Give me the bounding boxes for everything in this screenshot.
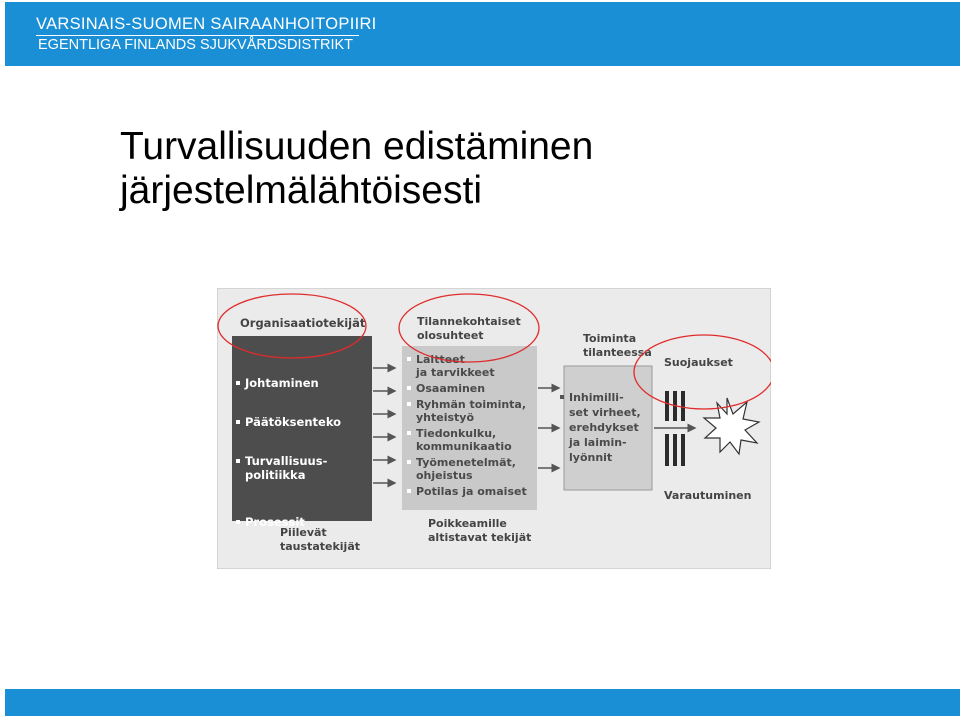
situation-heading: Tilannekohtaiset olosuhteet xyxy=(417,315,521,342)
list-item: Johtaminen xyxy=(245,376,319,390)
slide-title-line-1: Turvallisuuden edistäminen xyxy=(120,125,594,168)
bullet-icon xyxy=(560,395,564,399)
bullet-icon xyxy=(236,381,240,385)
list-item: Turvallisuus-politiikka xyxy=(245,454,328,482)
list-item: Inhimilli-set virheet, erehdykset ja laimin-lyönnit xyxy=(569,391,641,464)
bullet-icon xyxy=(236,520,240,524)
list-item: Potilas ja omaiset xyxy=(416,485,527,498)
list-item: Tiedonkulku, kommunikaatio xyxy=(416,427,512,453)
action-heading: Toiminta tilanteessa xyxy=(583,332,652,359)
bullet-icon xyxy=(407,357,411,361)
org-caption: Piilevät taustatekijät xyxy=(280,526,360,553)
list-item: Ryhmän toiminta, yhteistyö xyxy=(416,398,527,424)
list-item: Työmenetelmät, ohjeistus xyxy=(416,456,516,482)
bullet-icon xyxy=(236,420,240,424)
bullet-icon xyxy=(407,386,411,390)
slide-title xyxy=(120,125,593,213)
defense-caption: Varautuminen xyxy=(664,489,752,502)
bullet-icon xyxy=(407,402,411,406)
bullet-icon xyxy=(236,459,240,463)
list-item: Laitteet ja tarvikkeet xyxy=(416,353,495,379)
header-band xyxy=(5,2,960,66)
list-item: Prosessit xyxy=(245,515,305,529)
header-divider xyxy=(36,35,359,36)
safety-factors-diagram xyxy=(217,288,771,569)
situation-caption: Poikkeamille altistavat tekijät xyxy=(428,517,532,544)
slide-title-line-2: järjestelmälähtöisesti xyxy=(120,169,482,212)
footer-band xyxy=(5,689,960,716)
list-item: Päätöksenteko xyxy=(245,415,342,429)
organization-name-swedish: EGENTLIGA FINLANDS SJUKVÅRDSDISTRIKT xyxy=(38,37,354,53)
bullet-icon xyxy=(407,489,411,493)
organization-name-finnish: VARSINAIS-SUOMEN SAIRAANHOITOPIIRI xyxy=(36,15,377,33)
bullet-icon xyxy=(407,460,411,464)
defense-heading: Suojaukset xyxy=(664,356,733,369)
bullet-icon xyxy=(407,431,411,435)
org-heading: Organisaatiotekijät xyxy=(240,316,366,330)
list-item: Osaaminen xyxy=(416,382,486,395)
